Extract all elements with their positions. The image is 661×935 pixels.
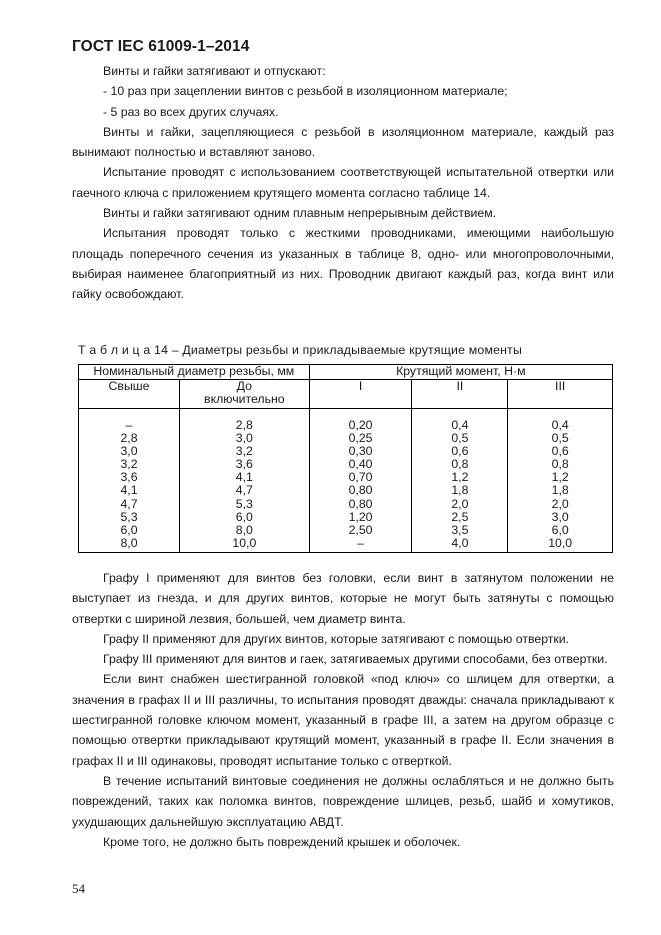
table-cell: 0,5 [551,430,569,445]
table-cell: 3,2 [120,457,138,472]
table-caption-text: 14 – Диаметры резьбы и прикладываемые крутящие моменты [154,343,523,357]
table-cell: 0,6 [451,443,469,458]
table-cell: 2,8 [120,430,138,445]
table-cell: 2,0 [451,496,469,511]
table-cell: 0,70 [348,470,373,485]
table-cell: 3,0 [235,430,253,445]
table-cell: 3,5 [451,523,469,537]
paragraph: Графу III применяют для винтов и гаек, затягиваемых другими способами, без отвертки. [103,652,608,667]
paragraph: Если винт снабжен шестигранной головкой «под ключ» со шлицем для отвертки, а значения в графах II и III различны, то испытания проводят дважды: сначала прикладывают к шестигранной головке ключом момент, указанный в графе III, а затем на другом образце с помощью отвертки прикладывают крутящий момент, указанный в графе II. Если значения в графах II и III одинаковы, проводят испытание только с отверткой. [72,672,614,768]
table-cell: 0,5 [451,430,469,445]
table-cell: 0,25 [348,430,373,445]
table-cell: 6,0 [120,523,138,537]
table-cell: 4,7 [120,496,138,511]
top-text-block [72,61,614,305]
table-cell: 0,80 [348,483,373,498]
table-cell: 0,80 [348,496,373,511]
table-cell: 3,6 [235,457,253,472]
table-cell: 4,1 [120,483,138,498]
column-over [79,408,180,553]
table-cell: 6,0 [551,523,569,537]
paragraph: Испытание проводят с использованием соответствующей испытательной отвертки или гаечного ключа с приложением крутящего момента согласно таблице 14. [72,165,614,200]
table-cell: 3,2 [235,443,253,458]
table-cell: 6,0 [235,509,253,524]
table-caption-prefix: Т а б л и ц а [78,343,151,357]
subheader-over: Свыше [79,379,180,408]
paragraph: Винты и гайки, зацепляющиеся с резьбой в изоляционном материале, каждый раз вынимают полностью и вставляют заново. [72,124,614,160]
table-cell: – [125,417,133,432]
column-ii [412,408,508,553]
table-cell: 0,20 [348,417,373,432]
bottom-text-block [72,568,614,852]
table-cell: 0,4 [451,417,469,432]
paragraph: Винты и гайки затягивают и отпускают: [103,64,326,78]
table-body-row [79,408,613,553]
header-diameter: Номинальный диаметр резьбы, мм [79,365,310,380]
table-cell: 3,6 [120,470,138,485]
header-torque: Крутящий момент, Н·м [309,365,612,380]
column-i [309,408,412,553]
table-cell: 1,8 [451,483,469,498]
table-cell: 0,8 [451,457,469,472]
paragraph: Графу I применяют для винтов без головки, если винт в затянутом положении не выступает из гнезда, и для других винтов, которые не могут быть затянуты с помощью отвертки с шириной лезвия, большей, чем диаметр винта. [72,571,614,626]
page-number: 54 [72,881,85,896]
paragraph: Кроме того, не должно быть повреждений крышек и оболочек. [103,834,461,849]
paragraph: - 5 раз во всех других случаях. [103,104,279,119]
table-cell: 1,20 [348,509,373,524]
table-cell: 0,6 [551,443,569,458]
table-cell: 0,30 [348,443,373,458]
table-cell: 0,40 [348,457,373,472]
paragraph: - 10 раз при зацеплении винтов с резьбой в изоляционном материале; [103,84,508,99]
subheader-iii: III [508,379,613,408]
paragraph: Графу II применяют для других винтов, которые затягивают с помощью отвертки. [103,631,570,646]
table-cell: 0,4 [551,417,569,432]
table-cell: 3,0 [551,509,569,524]
table-cell: 4,1 [235,470,253,485]
table-cell: – [357,536,364,551]
table-cell: 1,8 [551,483,569,498]
table-cell: 10,0 [548,536,573,551]
table-cell: 0,8 [551,457,569,472]
table-cell: 8,0 [235,523,253,537]
table-cell: 8,0 [120,536,138,551]
table-cell: 2,50 [348,523,373,537]
table-cell: 10,0 [232,536,257,551]
table-cell: 4,7 [235,483,253,498]
table-caption [78,343,522,357]
table-cell: 2,0 [551,496,569,511]
table-cell: 3,0 [120,443,138,458]
table-cell: 5,3 [120,509,138,524]
paragraph: В течение испытаний винтовые соединения не должны ослабляться и не должно быть повреждений, таких как поломка винтов, повреждение шлицев, резьб, шайб и хомутиков, ухудшающих дальнейшую эксплуатацию АВДТ. [72,773,614,829]
subheader-i: I [309,379,412,408]
table-cell: 1,2 [551,470,569,485]
torque-table [78,364,613,553]
table-cell: 5,3 [235,496,253,511]
subheader-ii: II [412,379,508,408]
paragraph: Испытания проводят только с жесткими проводниками, имеющими наибольшую площадь поперечного сечения из указанных в таблице 8, одно- или многопроволочными, выбирая наименее благоприятный из них. Проводник двигают каждый раз, когда винт или гайку освобождают. [72,226,614,302]
document-header: ГОСТ IEC 61009-1–2014 [72,38,250,55]
table-cell: 4,0 [451,536,469,551]
column-upto [180,408,310,553]
table-cell: 2,8 [235,417,253,432]
table-cell: 1,2 [451,470,469,485]
table-cell: 2,5 [451,509,469,524]
subheader-upto: До включительно [180,379,310,408]
column-iii [508,408,613,553]
paragraph: Винты и гайки затягивают одним плавным непрерывным действием. [103,206,497,221]
